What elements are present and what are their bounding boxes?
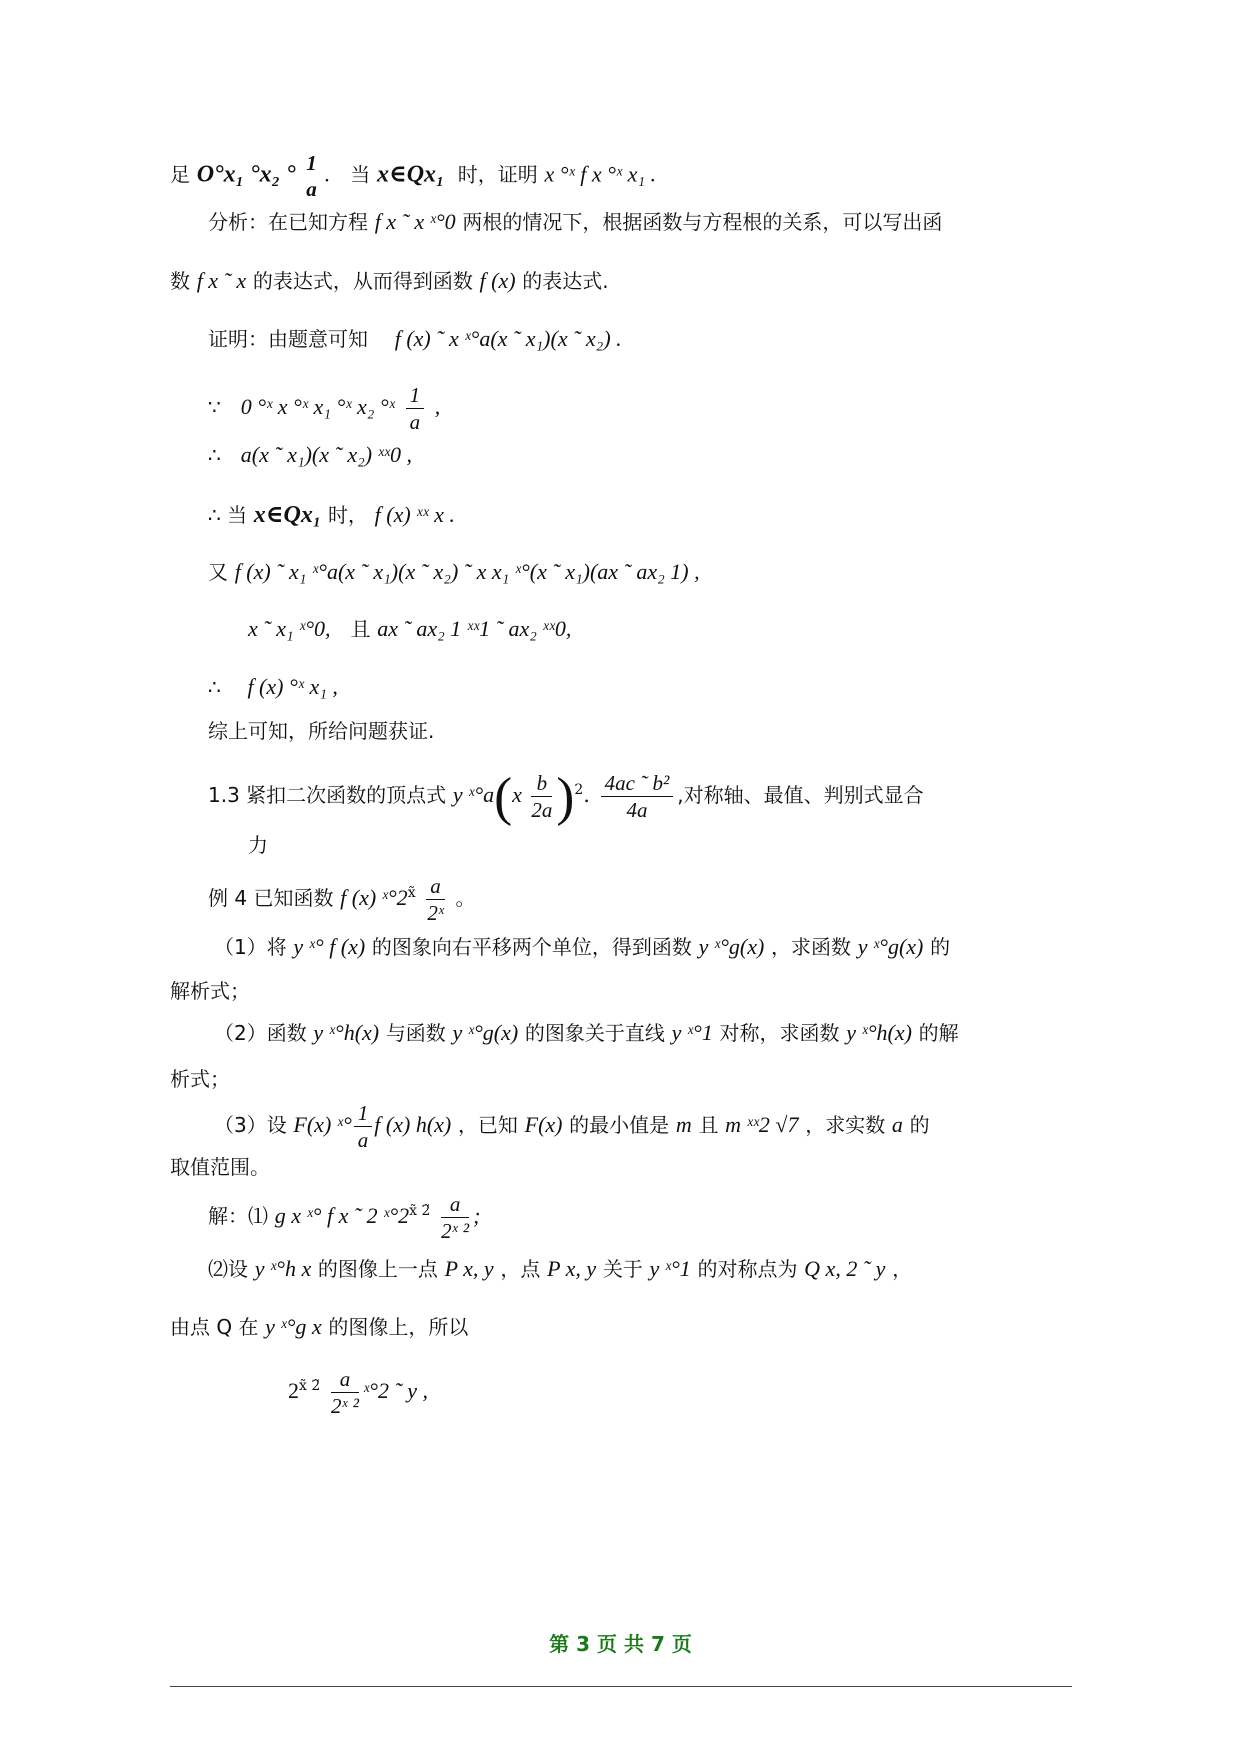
math: y ˣ°g x xyxy=(265,1314,322,1339)
frac-den: a xyxy=(357,1128,369,1152)
text: （3）设 xyxy=(214,1113,287,1137)
text-line-15 xyxy=(214,932,950,962)
superscript: x̃ 2̃ xyxy=(409,1203,431,1219)
text: 的表达式，从而得到函数 xyxy=(252,269,473,293)
superscript: x̃ 2̃ xyxy=(299,1378,321,1394)
math: O°x₁ °x₂ ° xyxy=(196,161,296,188)
text: 的 xyxy=(930,935,951,959)
text: 析式； xyxy=(170,1067,230,1091)
frac-num: 4ac ˜ b² xyxy=(601,770,674,797)
math: y ˣ° f (x) xyxy=(293,934,366,959)
page-footer: 第 3 页 共 7 页 xyxy=(549,1632,692,1656)
text: （1）将 xyxy=(214,935,287,959)
text: 的解 xyxy=(918,1021,959,1045)
text: 数 xyxy=(170,269,190,293)
text-line-6 xyxy=(208,440,412,470)
text: 力 xyxy=(248,833,268,857)
text: 与函数 xyxy=(385,1021,446,1045)
text: 当 xyxy=(350,162,371,187)
frac-den: a xyxy=(409,410,421,434)
text-line-19 xyxy=(214,1100,930,1153)
text: 分析：在已知方程 xyxy=(208,210,368,234)
fraction xyxy=(441,1191,469,1244)
frac-den: 2ˣ ² xyxy=(441,1219,470,1243)
math: P x, y xyxy=(547,1256,597,1281)
text: （2）函数 xyxy=(214,1021,307,1045)
text: ，求函数 xyxy=(771,935,851,959)
superscript: 2 xyxy=(574,782,584,798)
math: F(x) ˣ° xyxy=(293,1112,352,1137)
fraction xyxy=(426,873,445,926)
text-line-13 xyxy=(248,830,268,860)
frac-num: 1 xyxy=(306,151,317,175)
math: f (x) xyxy=(479,268,516,293)
frac-num: a xyxy=(426,873,445,900)
text-line-16 xyxy=(170,976,250,1006)
text: 的图像上一点 xyxy=(317,1257,438,1281)
frac-num: 1 xyxy=(354,1100,373,1127)
text: 关于 xyxy=(602,1257,643,1281)
math: y ˣ°h x xyxy=(254,1256,312,1281)
frac-den: 2ˣ ² xyxy=(330,1394,359,1418)
frac-den: a xyxy=(306,177,317,201)
text-line-21 xyxy=(208,1186,480,1244)
text: 两根的情况下，根据函数与方程根的关系，可以写出函 xyxy=(462,210,943,234)
text: ， xyxy=(892,1257,913,1281)
fraction xyxy=(406,382,425,435)
example-heading: 例 4 已知函数 xyxy=(208,886,334,910)
frac-den: 4a xyxy=(626,798,648,822)
math: f (x) ˣˣ x . xyxy=(374,502,455,527)
frac-num: a xyxy=(441,1191,469,1218)
text-line-23 xyxy=(170,1312,468,1342)
text-line-7 xyxy=(208,500,455,530)
math: ax ˜ ax₂ 1 ˣˣ1 ˜ ax₂ ˣˣ0, xyxy=(377,616,572,641)
math: x ˜ x₁ ˣ°0, xyxy=(248,616,331,641)
text: ∵ xyxy=(208,395,221,419)
text: ，求实数 xyxy=(805,1113,886,1137)
text-line-3 xyxy=(170,266,609,296)
text-line-12: 1.3 紧扣二次函数的顶点式 y ˣ°a(x $\frac{b}{2a}$ )$^2$. $\frac{\text{4ac ˜ b²}}{4a}$ ,对称轴、最值、判别式显合 xyxy=(208,766,924,827)
math: y ˣ°g(x) xyxy=(452,1020,519,1045)
paren-left: ( xyxy=(494,766,513,827)
text-line-1 xyxy=(170,150,656,202)
text: 由点 Q 在 xyxy=(170,1315,259,1339)
math: m ˣˣ2 √7 xyxy=(725,1112,799,1137)
math: y ˣ°1 xyxy=(671,1020,713,1045)
math: y ˣ°a xyxy=(452,782,495,807)
math: , xyxy=(434,394,441,419)
fraction xyxy=(531,770,552,823)
math: y ˣ°h(x) xyxy=(846,1020,912,1045)
math: P x, y xyxy=(444,1256,494,1281)
text: ，点 xyxy=(500,1257,541,1281)
math: a xyxy=(891,1112,903,1137)
text: ,对称轴、最值、判别式显合 xyxy=(677,783,924,807)
math: y ˣ°h(x) xyxy=(313,1020,380,1045)
math: . xyxy=(324,161,331,187)
math: 2 xyxy=(288,1378,299,1403)
superscript: x̃ xyxy=(407,885,416,901)
text-line-2 xyxy=(208,207,942,237)
math: y ˣ°1 xyxy=(649,1256,691,1281)
math: 0 °ˣ x °ˣ x₁ °ˣ x₂ °ˣ xyxy=(240,394,395,419)
text: 的表达式. xyxy=(522,269,609,293)
text-line-18 xyxy=(170,1064,230,1094)
text: ，已知 xyxy=(457,1113,518,1137)
text: 的图象关于直线 xyxy=(524,1021,665,1045)
math: Q x, 2 ˜ y xyxy=(804,1256,886,1281)
math: y ˣ°g(x) xyxy=(857,934,924,959)
math: x xyxy=(512,782,528,807)
math: a(x ˜ x₁)(x ˜ x₂) ˣˣ0 , xyxy=(240,442,412,467)
text: ∴ xyxy=(208,675,221,699)
math: f (x) °ˣ x₁ , xyxy=(247,674,338,699)
math: f (x) ˣ°2 xyxy=(340,885,408,910)
text: 时，证明 xyxy=(457,162,538,187)
math: g x ˣ° f x ˜ 2 ˣ°2 xyxy=(274,1203,410,1228)
text: 解：⑴ xyxy=(208,1204,268,1228)
math: ; xyxy=(473,1203,481,1228)
text-line-14 xyxy=(208,868,475,926)
text-line-4 xyxy=(208,324,622,354)
text: 对称，求函数 xyxy=(719,1021,840,1045)
text-line-22 xyxy=(208,1254,912,1284)
frac-den: 2a xyxy=(531,798,553,822)
math: f x ˜ x xyxy=(196,268,247,293)
text: 且 xyxy=(350,617,371,641)
paren-right: ) xyxy=(556,766,575,827)
text-line-8 xyxy=(208,557,700,587)
math: f (x) ˜ x ˣ°a(x ˜ x₁)(x ˜ x₂) . xyxy=(394,326,622,351)
text: 时， xyxy=(327,503,368,527)
text-line-9 xyxy=(248,614,571,644)
text: 的最小值是 xyxy=(569,1113,670,1137)
text: 且 xyxy=(698,1113,719,1137)
text-line-17 xyxy=(214,1018,959,1048)
frac-num: 1 xyxy=(406,382,425,409)
math: x∈Qx₁ xyxy=(253,502,322,528)
text: 综上可知，所给问题获证. xyxy=(208,719,435,743)
text: 。 xyxy=(455,886,476,910)
math: x °ˣ f x °ˣ x₁ . xyxy=(544,161,657,187)
text: 证明：由题意可知 xyxy=(208,327,368,351)
text-line-24 xyxy=(288,1358,428,1419)
text: 的对称点为 xyxy=(697,1257,798,1281)
math: F(x) xyxy=(524,1112,563,1137)
text: 足 xyxy=(170,162,190,187)
math: f x ˜ x ˣ°0 xyxy=(374,209,456,234)
math: f (x) ˜ x₁ ˣ°a(x ˜ x₁)(x ˜ x₂) ˜ x x₁ ˣ°(x ˜ x₁)(ax ˜ ax₂ 1) , xyxy=(234,559,700,584)
math: y ˣ°g(x) xyxy=(698,934,765,959)
math: x∈Qx₁ xyxy=(376,161,445,188)
frac-num: a xyxy=(331,1366,359,1393)
text-line-20 xyxy=(170,1152,270,1182)
text: 的图象向右平移两个单位，得到函数 xyxy=(371,935,692,959)
text-line-5 xyxy=(208,382,440,435)
frac-num: b xyxy=(531,770,552,797)
fraction xyxy=(601,770,674,823)
fraction xyxy=(354,1100,373,1153)
text: 的 xyxy=(909,1113,930,1137)
footer-divider xyxy=(170,1686,1072,1687)
text: ∴ xyxy=(208,443,221,467)
text-line-11 xyxy=(208,716,434,746)
section-heading: 1.3 紧扣二次函数的顶点式 xyxy=(208,783,447,807)
math: f (x) h(x) xyxy=(374,1112,452,1137)
math: m xyxy=(675,1112,692,1137)
text: 又 xyxy=(208,560,228,584)
text: ∴ 当 xyxy=(208,503,248,527)
fraction xyxy=(302,150,321,202)
math: ˣ°2 ˜ y , xyxy=(362,1378,429,1403)
frac-den: 2ˣ xyxy=(427,901,444,925)
text-line-10 xyxy=(208,672,338,702)
text: 的图像上，所以 xyxy=(328,1315,469,1339)
fraction xyxy=(331,1366,359,1419)
text: ⑵设 xyxy=(208,1257,248,1281)
text: 取值范围。 xyxy=(170,1155,270,1179)
text: 解析式； xyxy=(170,979,250,1003)
